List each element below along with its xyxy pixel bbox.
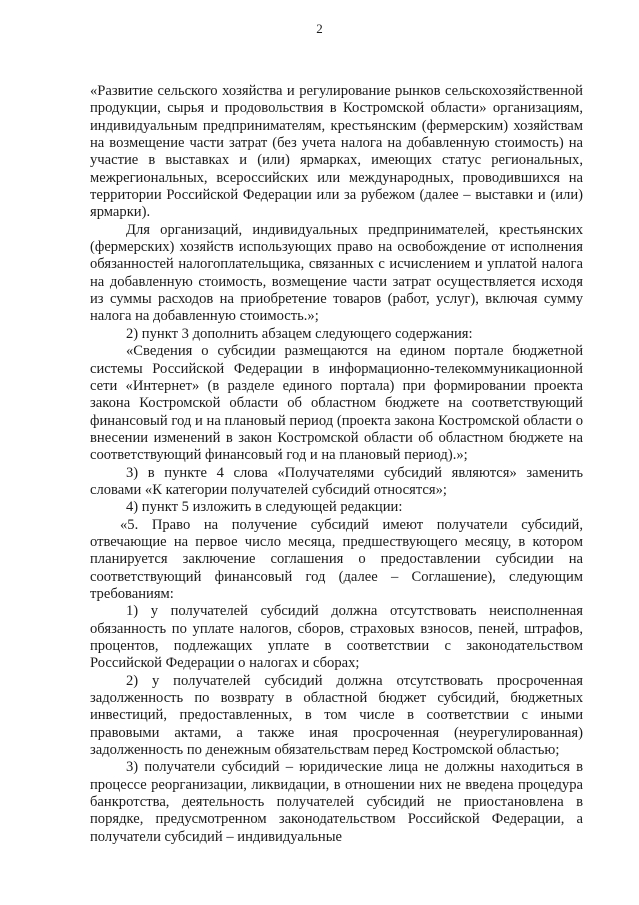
paragraph-requirement-2: 2) у получателей субсидий должна отсутствовать просроченная задолженность по возврату в областной бюджет субсидий, бюджетных инвестиций, предоставленных, в том числе в соответствии с иными правовыми актами, а также иная просроченная (неурегулированная) задолженность по денежным обязательствам перед Костромской областью; [90,672,583,759]
paragraph-requirement-1: 1) у получателей субсидий должна отсутствовать неисполненная обязанность по уплате налогов, сборов, страховых взносов, пеней, штрафов, процентов, подлежащих уплате в соответствии с законодательством Российской Федерации о налогах и сборах; [90,603,583,672]
paragraph-requirement-3: 3) получатели субсидий – юридические лица не должны находиться в процессе реорганизации, ликвидации, в отношении них не введена процедура банкротства, деятельность получателей субсидий не приостановлена в порядке, предусмотренном законодательством Российской Федерации, а получатели субсидий – индивидуальные [90,759,583,845]
paragraph-subsidy-info: «Сведения о субсидии размещаются на едином портале бюджетной системы Российской Федерации в информационно-телекоммуникационной сети «Интернет» (в разделе единого портала) при формировании проекта закона Костромской области об областном бюджете на соответствующий финансовый год и на плановый период (проекта закона Костромской области о внесении изменений в закон Костромской области об областном бюджете на соответствующий финансовый год и на плановый период).»; [90,343,583,464]
paragraph-clause-5: «5. Право на получение субсидий имеют получатели субсидий, отвечающие на первое число месяца, предшествующего месяцу, в котором планируется заключение соглашения о предоставлении субсидии на соответствующий финансовый год (далее – Соглашение), следующим требованиям: [90,516,583,602]
page-number: 2 [316,21,323,36]
paragraph-item-2: 2) пункт 3 дополнить абзацем следующего содержания: [126,325,473,342]
paragraph-continuation: «Развитие сельского хозяйства и регулирование рынков сельскохозяйственной продукции, сырья и продовольствия в Костромской области» организациям, индивидуальным предпринимателям, крестьянским (фермерским) хозяйствам на возмещение части затрат (без учета налога на добавленную стоимость) на участие в выставках и (или) ярмарках, имеющих статус региональных, межрегиональных, всероссийских или международных, проводившихся на территории Российской Федерации или за рубежом (далее – выставки и (или) ярмарки). [90,83,583,221]
paragraph-vat-exemption: Для организаций, индивидуальных предпринимателей, крестьянских (фермерских) хозяйств использующих право на освобождение от исполнения обязанностей налогоплательщика, связанных с исчислением и уплатой налога на добавленную стоимость, возмещение части затрат осуществляется исходя из суммы расходов на приобретение товаров (работ, услуг), включая сумму налога на добавленную стоимость.»; [90,221,583,325]
paragraph-item-3: 3) в пункте 4 слова «Получателями субсидий являются» заменить словами «К категории получателей субсидий относятся»; [90,464,583,498]
document-body [90,83,583,846]
paragraph-item-4: 4) пункт 5 изложить в следующей редакции: [126,499,403,516]
